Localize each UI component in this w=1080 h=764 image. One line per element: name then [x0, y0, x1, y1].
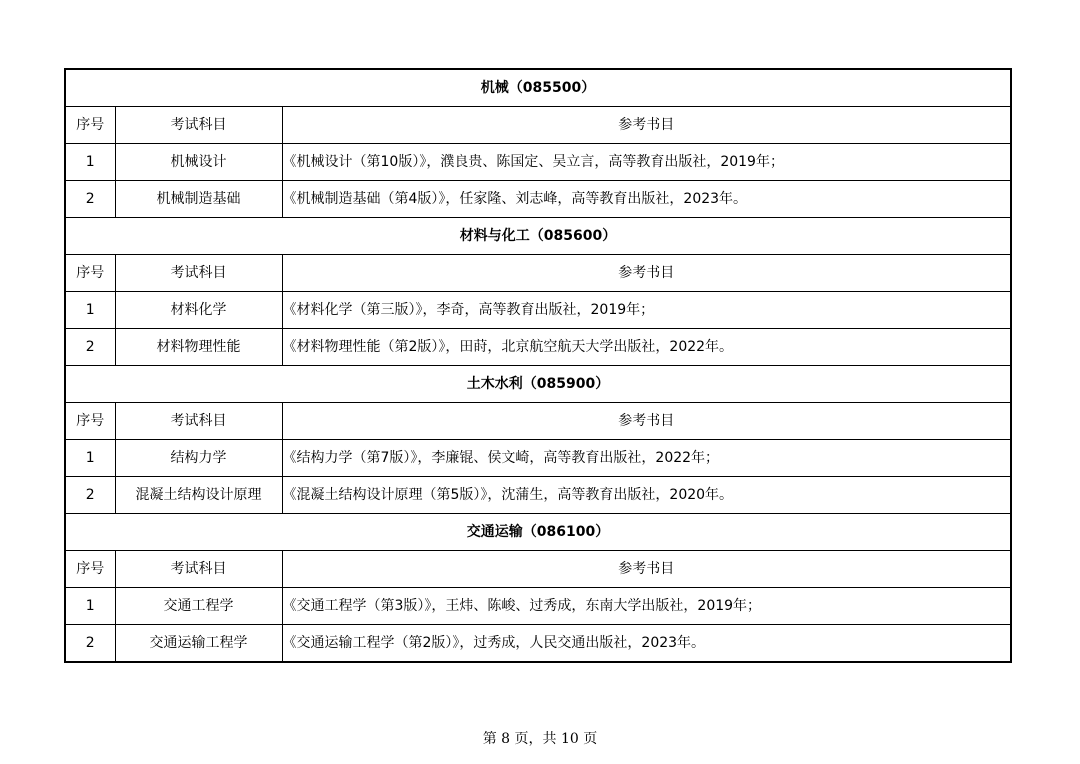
header-books: 参考书目 — [282, 551, 1011, 588]
section-header-row — [65, 366, 1011, 403]
row-book: 《材料物理性能（第2版）》，田莳，北京航空航天大学出版社，2022年。 — [282, 329, 1011, 366]
table-row — [65, 477, 1011, 514]
row-seq: 1 — [65, 588, 115, 625]
row-subject: 交通运输工程学 — [115, 625, 282, 663]
row-seq: 2 — [65, 625, 115, 663]
section-title: 土木水利（085900） — [65, 366, 1011, 403]
row-subject: 混凝土结构设计原理 — [115, 477, 282, 514]
header-subject: 考试科目 — [115, 551, 282, 588]
column-header-row — [65, 551, 1011, 588]
row-subject: 机械设计 — [115, 144, 282, 181]
row-seq: 1 — [65, 144, 115, 181]
table-row — [65, 329, 1011, 366]
header-subject: 考试科目 — [115, 255, 282, 292]
row-subject: 材料物理性能 — [115, 329, 282, 366]
reference-books-table — [64, 68, 1012, 663]
header-books: 参考书目 — [282, 403, 1011, 440]
row-subject: 结构力学 — [115, 440, 282, 477]
header-seq: 序号 — [65, 255, 115, 292]
table-row — [65, 144, 1011, 181]
header-books: 参考书目 — [282, 107, 1011, 144]
table-row — [65, 440, 1011, 477]
table-row — [65, 181, 1011, 218]
column-header-row — [65, 255, 1011, 292]
row-seq: 2 — [65, 477, 115, 514]
row-book: 《机械制造基础（第4版）》，任家隆、刘志峰，高等教育出版社，2023年。 — [282, 181, 1011, 218]
row-seq: 2 — [65, 181, 115, 218]
row-seq: 1 — [65, 440, 115, 477]
row-seq: 1 — [65, 292, 115, 329]
section-title: 机械（085500） — [65, 69, 1011, 107]
section-header-row — [65, 218, 1011, 255]
row-book: 《机械设计（第10版）》，濮良贵、陈国定、吴立言，高等教育出版社，2019年； — [282, 144, 1011, 181]
column-header-row — [65, 403, 1011, 440]
header-seq: 序号 — [65, 551, 115, 588]
header-books: 参考书目 — [282, 255, 1011, 292]
column-header-row — [65, 107, 1011, 144]
row-book: 《混凝土结构设计原理（第5版）》，沈蒲生，高等教育出版社，2020年。 — [282, 477, 1011, 514]
section-header-row — [65, 69, 1011, 107]
page-number: 第 8 页，共 10 页 — [482, 731, 598, 747]
header-seq: 序号 — [65, 403, 115, 440]
table-row — [65, 625, 1011, 663]
row-book: 《结构力学（第7版）》，李廉锟、侯文崎，高等教育出版社，2022年； — [282, 440, 1011, 477]
row-seq: 2 — [65, 329, 115, 366]
row-book: 《交通运输工程学（第2版）》，过秀成，人民交通出版社，2023年。 — [282, 625, 1011, 663]
row-subject: 材料化学 — [115, 292, 282, 329]
row-subject: 机械制造基础 — [115, 181, 282, 218]
row-book: 《交通工程学（第3版）》，王炜、陈峻、过秀成，东南大学出版社，2019年； — [282, 588, 1011, 625]
table-row — [65, 588, 1011, 625]
header-subject: 考试科目 — [115, 107, 282, 144]
section-header-row — [65, 514, 1011, 551]
header-subject: 考试科目 — [115, 403, 282, 440]
row-book: 《材料化学（第三版）》，李奇，高等教育出版社，2019年； — [282, 292, 1011, 329]
row-subject: 交通工程学 — [115, 588, 282, 625]
table-row — [65, 292, 1011, 329]
header-seq: 序号 — [65, 107, 115, 144]
section-title: 交通运输（086100） — [65, 514, 1011, 551]
section-title: 材料与化工（085600） — [65, 218, 1011, 255]
